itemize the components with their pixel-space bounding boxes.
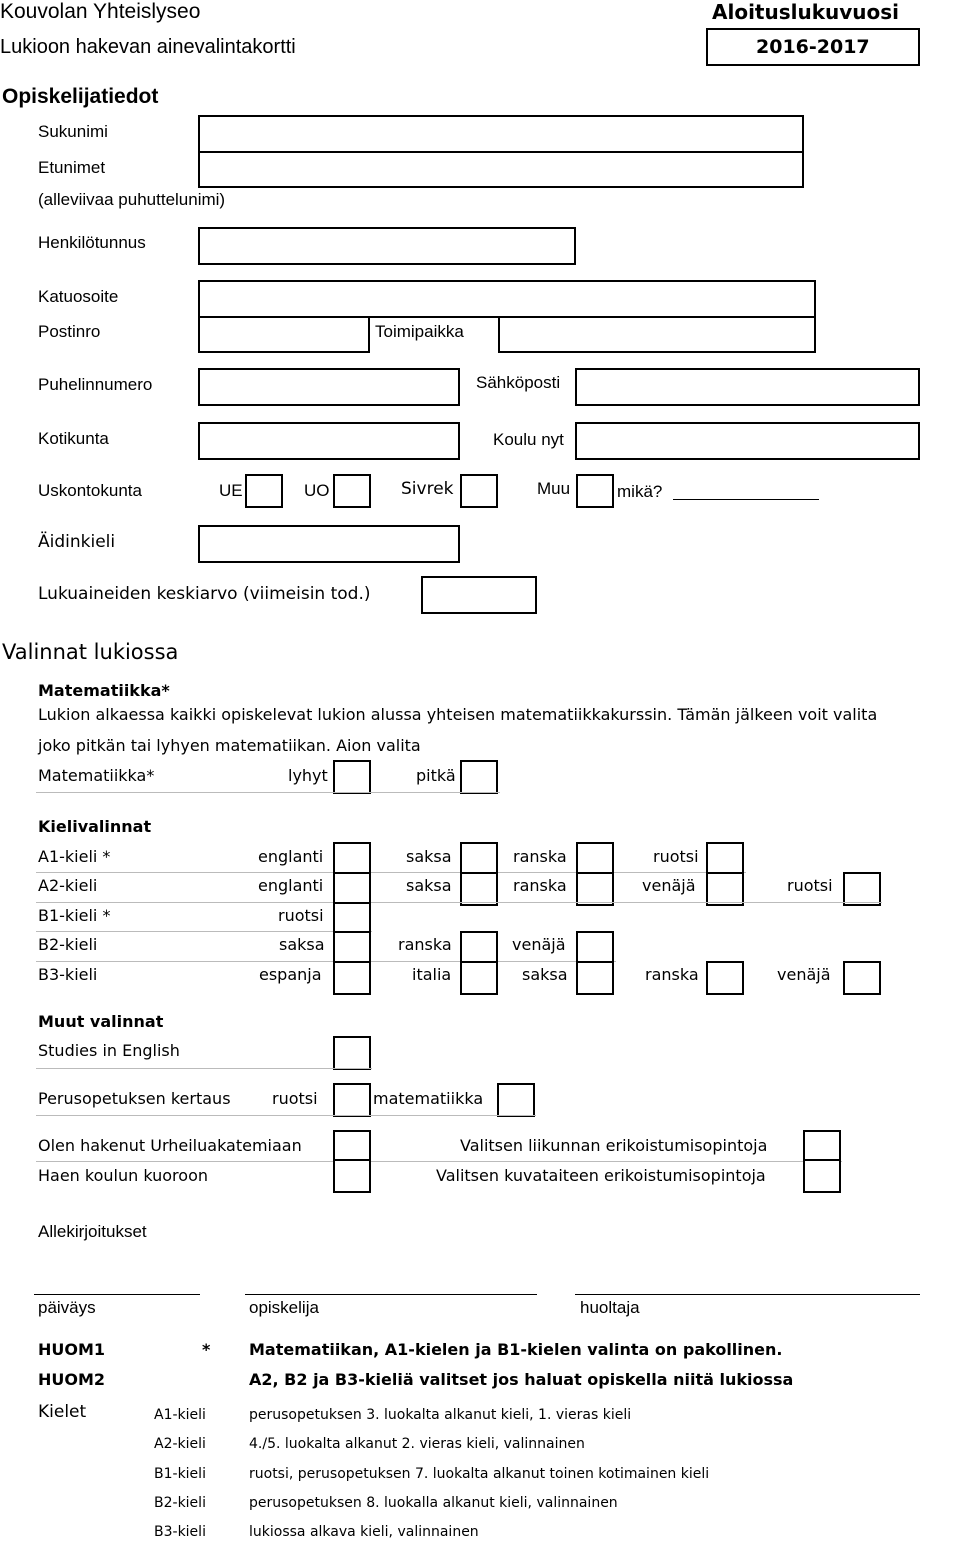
huom1-text: Matematiikan, A1-kielen ja B1-kielen valinta on pakollinen. — [249, 1340, 783, 1359]
legend-code: B2-kieli — [154, 1495, 206, 1511]
legend-text: ruotsi, perusopetuksen 7. luokalta alkanut toinen kotimainen kieli — [249, 1466, 710, 1482]
pe-special-label: Valitsen liikunnan erikoistumisopintoja — [460, 1136, 768, 1155]
math-text-1: Lukion alkaessa kaikki opiskelevat lukion alussa yhteisen matematiikkakurssin. Tämän jälkeen voit valita — [38, 705, 878, 724]
religion-muu-checkbox[interactable] — [576, 474, 614, 508]
math-long-label: pitkä — [416, 766, 456, 785]
b1-label: B1-kieli * — [38, 906, 111, 925]
a2-option-label: ruotsi — [787, 876, 833, 895]
studies-english-checkbox[interactable] — [333, 1036, 371, 1070]
legend-code: A1-kieli — [154, 1407, 206, 1423]
math-short-label: lyhyt — [288, 766, 328, 785]
b2-option-label: ranska — [398, 935, 452, 954]
a2-option-label: ranska — [513, 876, 567, 895]
b3-option-label: ranska — [645, 965, 699, 984]
religion-sivrek-checkbox[interactable] — [460, 474, 498, 508]
religion-option-uo: UO — [304, 481, 330, 500]
municipality-label: Kotikunta — [38, 429, 109, 448]
surname-label: Sukunimi — [38, 122, 108, 141]
studies-english-divider — [36, 1068, 372, 1069]
huom2-label: HUOM2 — [38, 1370, 106, 1389]
student-signature-line[interactable] — [245, 1294, 537, 1295]
religion-which-label: mikä? — [617, 482, 663, 501]
b2-french-checkbox[interactable] — [460, 931, 498, 965]
b2-label: B2-kieli — [38, 935, 98, 954]
a2-swedish-checkbox[interactable] — [843, 872, 881, 906]
math-short-checkbox[interactable] — [333, 760, 371, 794]
guardian-signature-label: huoltaja — [580, 1298, 640, 1317]
b2-option-label: venäjä — [512, 935, 566, 954]
b3-label: B3-kieli — [38, 965, 98, 984]
choir-checkbox[interactable] — [333, 1159, 371, 1193]
street-label: Katuosoite — [38, 287, 119, 306]
religion-which-line[interactable] — [673, 499, 819, 500]
current-school-label: Koulu nyt — [493, 430, 564, 449]
a2-row-divider — [36, 902, 882, 903]
a2-option-label: venäjä — [642, 876, 696, 895]
review-swedish-label: ruotsi — [272, 1089, 318, 1108]
legend-text: perusopetuksen 3. luokalta alkanut kieli, 1. vieras kieli — [249, 1407, 632, 1423]
basic-review-label: Perusopetuksen kertaus — [38, 1089, 231, 1108]
city-field[interactable] — [498, 316, 816, 353]
signatures-heading: Allekirjoitukset — [38, 1222, 147, 1241]
a1-option-label: ranska — [513, 847, 567, 866]
a1-row-divider — [36, 872, 746, 873]
b3-option-label: espanja — [259, 965, 322, 984]
review-swedish-checkbox[interactable] — [333, 1083, 371, 1117]
firstnames-label: Etunimet — [38, 158, 106, 177]
a2-english-checkbox[interactable] — [333, 872, 371, 906]
year-label: Aloituslukuvuosi — [712, 0, 900, 24]
a2-option-label: englanti — [258, 876, 324, 895]
year-box — [706, 28, 920, 66]
email-field[interactable] — [575, 368, 920, 406]
b3-option-label: italia — [412, 965, 452, 984]
b3-option-label: venäjä — [777, 965, 831, 984]
student-section-title: Opiskelijatiedot — [2, 85, 159, 108]
legend-code: B1-kieli — [154, 1466, 206, 1482]
art-special-checkbox[interactable] — [803, 1159, 841, 1193]
firstnames-field[interactable] — [198, 151, 804, 188]
religion-ue-checkbox[interactable] — [245, 474, 283, 508]
legend-text: 4./5. luokalta alkanut 2. vieras kieli, valinnainen — [249, 1436, 585, 1452]
legend-code: A2-kieli — [154, 1436, 206, 1452]
a1-swedish-checkbox[interactable] — [706, 842, 744, 876]
municipality-field[interactable] — [198, 422, 460, 460]
surname-field[interactable] — [198, 115, 804, 153]
email-label: Sähköposti — [476, 373, 561, 392]
grade-average-label: Lukuaineiden keskiarvo (viimeisin tod.) — [38, 584, 371, 604]
religion-uo-checkbox[interactable] — [333, 474, 371, 508]
b1-row-divider — [36, 931, 372, 932]
a1-french-checkbox[interactable] — [576, 842, 614, 876]
b3-french-checkbox[interactable] — [706, 961, 744, 995]
sports-academy-label: Olen hakenut Urheiluakatemiaan — [38, 1136, 302, 1155]
math-row-divider — [36, 792, 500, 793]
review-math-checkbox[interactable] — [497, 1083, 535, 1117]
studies-english-label: Studies in English — [38, 1041, 180, 1060]
postal-code-field[interactable] — [198, 316, 370, 353]
b2-row-divider — [36, 961, 616, 962]
a1-option-label: saksa — [406, 847, 452, 866]
mother-tongue-label: Äidinkieli — [38, 532, 116, 552]
huom1-label: HUOM1 — [38, 1340, 106, 1359]
math-label: Matematiikka* — [38, 766, 155, 785]
postal-code-label: Postinro — [38, 322, 101, 341]
legend-code: B3-kieli — [154, 1524, 206, 1540]
b2-option-label: saksa — [279, 935, 325, 954]
huom2-text: A2, B2 ja B3-kieliä valitset jos haluat opiskella niitä lukiossa — [249, 1370, 794, 1389]
b3-spanish-checkbox[interactable] — [333, 961, 371, 995]
a1-english-checkbox[interactable] — [333, 842, 371, 876]
math-text-2: joko pitkän tai lyhyen matematiikan. Aion valita — [38, 736, 421, 755]
grade-average-field[interactable] — [421, 576, 537, 614]
year-value: 2016-2017 — [756, 36, 870, 58]
math-heading: Matematiikka* — [38, 681, 170, 700]
languages-heading: Kielivalinnat — [38, 817, 152, 836]
other-heading: Muut valinnat — [38, 1012, 164, 1031]
a1-option-label: ruotsi — [653, 847, 699, 866]
city-label: Toimipaikka — [375, 322, 464, 341]
a2-russian-checkbox[interactable] — [706, 872, 744, 906]
a1-label: A1-kieli * — [38, 847, 111, 866]
guardian-signature-line[interactable] — [575, 1294, 920, 1295]
date-signature-line[interactable] — [34, 1294, 200, 1295]
religion-option-ue: UE — [219, 481, 243, 500]
legend-text: lukiossa alkava kieli, valinnainen — [249, 1524, 479, 1540]
huom1-star: * — [202, 1340, 211, 1359]
basic-review-divider — [36, 1115, 536, 1116]
b2-russian-checkbox[interactable] — [576, 931, 614, 965]
b3-german-checkbox[interactable] — [576, 961, 614, 995]
current-school-field[interactable] — [575, 422, 920, 460]
mother-tongue-field[interactable] — [198, 525, 460, 563]
b1-option-label: ruotsi — [278, 906, 324, 925]
review-math-label: matematiikka — [373, 1089, 484, 1108]
a1-german-checkbox[interactable] — [460, 842, 498, 876]
phone-field[interactable] — [198, 368, 460, 406]
a2-french-checkbox[interactable] — [576, 872, 614, 906]
b3-russian-checkbox[interactable] — [843, 961, 881, 995]
languages-legend-label: Kielet — [38, 1402, 87, 1422]
legend-text: perusopetuksen 8. luokalla alkanut kieli, valinnainen — [249, 1495, 618, 1511]
date-label: päiväys — [38, 1298, 96, 1317]
a1-option-label: englanti — [258, 847, 324, 866]
art-special-label: Valitsen kuvataiteen erikoistumisopintoja — [436, 1166, 766, 1185]
a2-option-label: saksa — [406, 876, 452, 895]
b2-german-checkbox[interactable] — [333, 931, 371, 965]
choir-label: Haen koulun kuoroon — [38, 1166, 208, 1185]
school-name: Kouvolan Yhteislyseo — [0, 0, 201, 23]
a2-label: A2-kieli — [38, 876, 98, 895]
phone-label: Puhelinnumero — [38, 375, 153, 394]
b3-option-label: saksa — [522, 965, 568, 984]
form-title: Lukioon hakevan ainevalintakortti — [0, 36, 296, 58]
religion-label: Uskontokunta — [38, 481, 142, 500]
street-field[interactable] — [198, 280, 816, 318]
student-signature-label: opiskelija — [249, 1298, 319, 1317]
b3-italian-checkbox[interactable] — [460, 961, 498, 995]
religion-option-muu: Muu — [537, 479, 571, 498]
a2-german-checkbox[interactable] — [460, 872, 498, 906]
choices-section-title: Valinnat lukiossa — [2, 640, 179, 664]
sports-row-divider — [36, 1161, 842, 1162]
ssn-label: Henkilötunnus — [38, 233, 146, 252]
firstnames-note: (alleviivaa puhuttelunimi) — [38, 190, 226, 209]
math-long-checkbox[interactable] — [460, 760, 498, 794]
religion-option-sivrek: Sivrek — [401, 479, 454, 499]
ssn-field[interactable] — [198, 227, 576, 265]
